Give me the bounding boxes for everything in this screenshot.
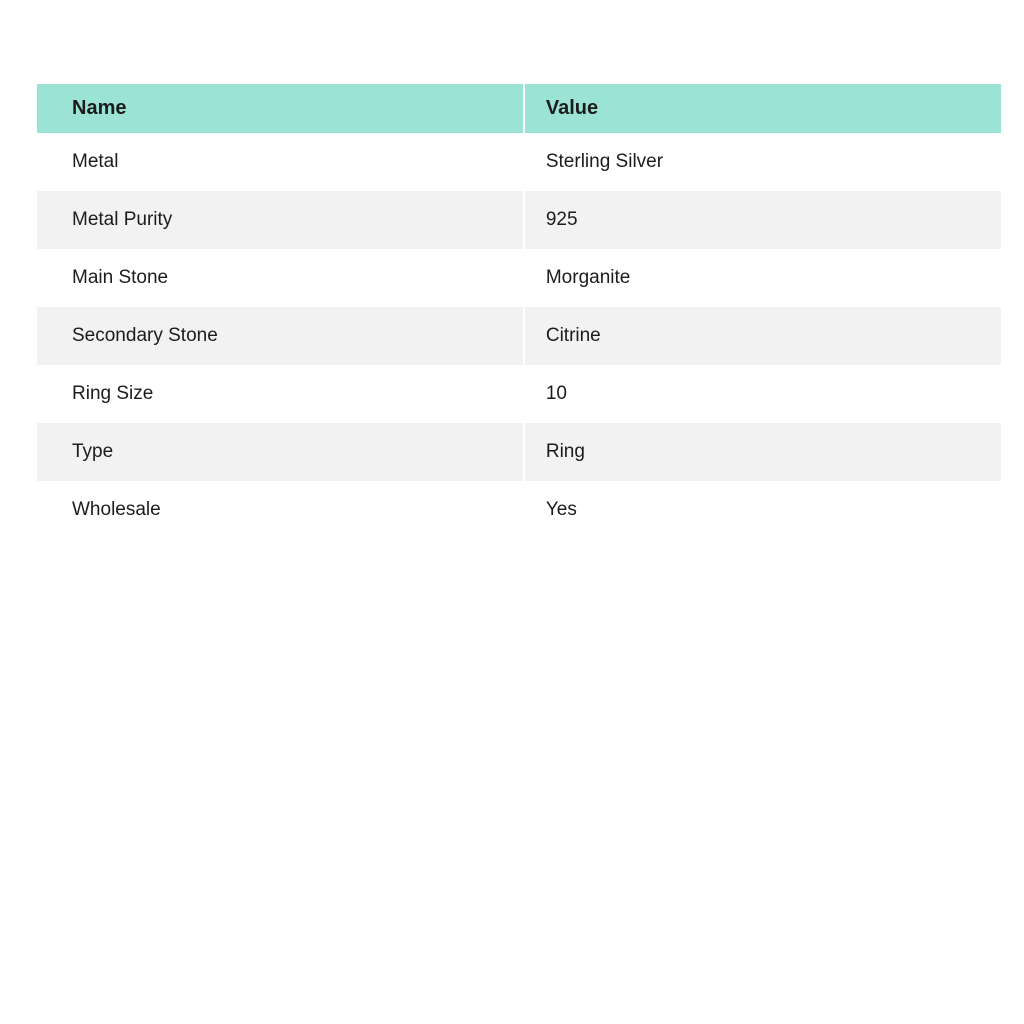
header-row — [37, 84, 1001, 133]
attribute-value-cell: Sterling Silver — [523, 133, 1001, 191]
table-row — [37, 249, 1001, 307]
header-value-cell: Value — [523, 84, 1001, 133]
table-row — [37, 307, 1001, 365]
table-row — [37, 365, 1001, 423]
table-header — [37, 84, 1001, 133]
attributes-table — [37, 84, 1001, 539]
header-name-cell: Name — [37, 84, 523, 133]
attribute-value-cell: Yes — [523, 481, 1001, 539]
attribute-value-cell: 925 — [523, 191, 1001, 249]
attribute-name-cell: Wholesale — [37, 481, 523, 539]
table-row — [37, 133, 1001, 191]
table-row — [37, 191, 1001, 249]
attribute-name-cell: Secondary Stone — [37, 307, 523, 365]
table-row — [37, 423, 1001, 481]
attribute-value-cell: 10 — [523, 365, 1001, 423]
table-body — [37, 133, 1001, 539]
attribute-value-cell: Ring — [523, 423, 1001, 481]
attribute-name-cell: Type — [37, 423, 523, 481]
attribute-name-cell: Metal — [37, 133, 523, 191]
attribute-value-cell: Morganite — [523, 249, 1001, 307]
attribute-name-cell: Metal Purity — [37, 191, 523, 249]
attribute-name-cell: Main Stone — [37, 249, 523, 307]
attribute-name-cell: Ring Size — [37, 365, 523, 423]
table-row — [37, 481, 1001, 539]
attribute-value-cell: Citrine — [523, 307, 1001, 365]
product-spec-table — [37, 84, 1001, 539]
